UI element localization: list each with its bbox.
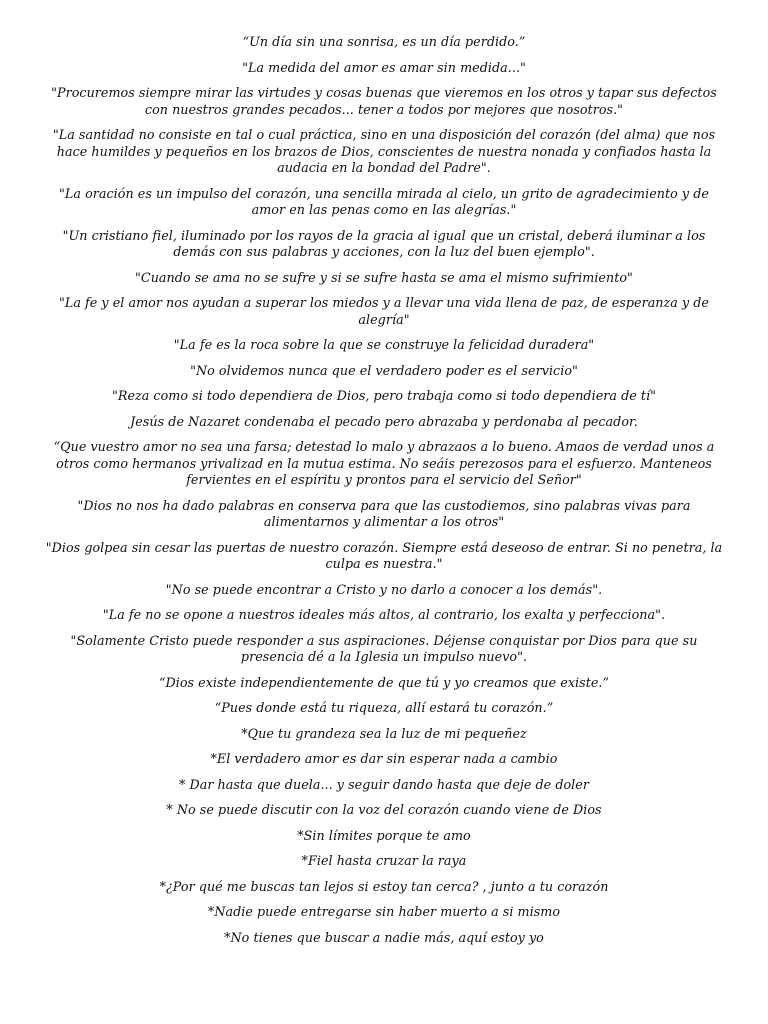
quote: "La fe no se opone a nuestros ideales más altos, al contrario, los exalta y perfecciona". xyxy=(102,607,666,622)
quote: "Solamente Cristo puede responder a sus aspiraciones. Déjense conquistar por Dios para que su presencia dé a la Iglesia un impulso nuevo". xyxy=(70,632,698,664)
quote: "Reza como si todo dependiera de Dios, pero trabaja como si todo dependiera de tí" xyxy=(111,388,657,403)
quote: *Sin límites porque te amo xyxy=(297,827,471,843)
quote: * Dar hasta que duela... y seguir dando hasta que deje de doler xyxy=(179,776,589,792)
quote: "La medida del amor es amar sin medida..." xyxy=(242,59,526,75)
quote: *Fiel hasta cruzar la raya xyxy=(301,853,467,868)
quote: "La oración es un impulso del corazón, una sencilla mirada al cielo, un grito de agradecimiento y de amor en las penas como en las alegrías." xyxy=(59,185,709,217)
quote: “Un día sin una sonrisa, es un día perdido.” xyxy=(242,34,526,49)
quote: "No se puede encontrar a Cristo y no darlo a conocer a los demás". xyxy=(165,581,603,597)
quote: *No tienes que buscar a nadie más, aquí estoy yo xyxy=(224,929,544,945)
quote: "No olvidemos nunca que el verdadero poder es el servicio" xyxy=(190,362,578,378)
quote: *Que tu grandeza sea la luz de mi pequeñez xyxy=(241,725,527,741)
quote: "La fe es la roca sobre la que se construye la felicidad duradera" xyxy=(173,337,595,352)
quote: *¿Por qué me buscas tan lejos si estoy tan cerca? , junto a tu corazón xyxy=(159,878,609,894)
quote: "Dios golpea sin cesar las puertas de nuestro corazón. Siempre está deseoso de entrar. Si no penetra, la culpa es nuestra." xyxy=(45,539,723,571)
quote: "Cuando se ama no se sufre y si se sufre hasta se ama el mismo sufrimiento" xyxy=(135,269,633,285)
quote: “Pues donde está tu riqueza, allí estará tu corazón.” xyxy=(214,700,554,715)
quote: “Que vuestro amor no sea una farsa; detestad lo malo y abrazaos a lo bueno. Amaos de verdad unos a otros como hermanos yrivalizad en la mutua estima. No seáis perezosos para el esfuerzo. Manteneos fervientes en el espíritu y prontos para el servicio del Señor" xyxy=(53,439,715,487)
quote: "La fe y el amor nos ayudan a superar los miedos y a llevar una vida llena de paz, de esperanza y de alegría" xyxy=(58,295,709,327)
quote: "La santidad no consiste en tal o cual práctica, sino en una disposición del corazón (del alma) que nos hace humildes y pequeños en los brazos de Dios, conscientes de nuestra nonada y confiados hasta la audacia en la bondad del Padre". xyxy=(52,127,716,175)
quote: "Dios no nos ha dado palabras en conserva para que las custodiemos, sino palabras vivas para alimentarnos y alimentar a los otros" xyxy=(77,497,691,529)
quote: "Un cristiano fiel, iluminado por los rayos de la gracia al igual que un cristal, deberá iluminar a los demás con sus palabras y acciones, con la luz del buen ejemplo". xyxy=(62,227,706,259)
quote-list xyxy=(44,34,724,955)
quote: *El verdadero amor es dar sin esperar nada a cambio xyxy=(210,751,558,766)
quote: “Dios existe independientemente de que tú y yo creamos que existe.” xyxy=(158,674,610,690)
quote: * No se puede discutir con la voz del corazón cuando viene de Dios xyxy=(166,802,602,817)
quote: *Nadie puede entregarse sin haber muerto a si mismo xyxy=(207,904,561,919)
quote: Jesús de Nazaret condenaba el pecado pero abrazaba y perdonaba al pecador. xyxy=(130,413,638,429)
quote: "Procuremos siempre mirar las virtudes y cosas buenas que vieremos en los otros y tapar sus defectos con nuestros grandes pecados... tener a todos por mejores que nosotros." xyxy=(51,85,717,117)
